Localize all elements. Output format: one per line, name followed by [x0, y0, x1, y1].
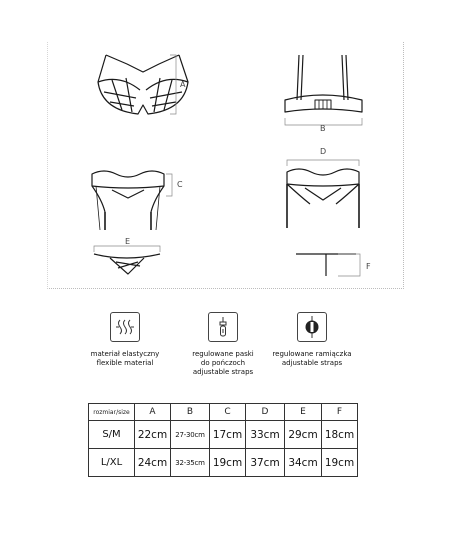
table-column-header: C — [210, 404, 246, 421]
feature-caption-line: adjustable straps — [281, 359, 343, 367]
dimension-label-e: E — [125, 237, 131, 246]
table-cell: 27-30cm — [171, 421, 210, 449]
table-column-header: A — [135, 404, 171, 421]
feature-flexible-material — [80, 312, 170, 368]
dimension-label-f: F — [366, 262, 371, 271]
garter-front-diagram — [92, 171, 164, 230]
feature-caption-line: flexible material — [96, 359, 154, 367]
size-name-cell: L/XL — [89, 449, 135, 477]
table-cell: 32-35cm — [171, 449, 210, 477]
table-column-header: F — [322, 404, 358, 421]
table-cell: 34cm — [285, 449, 322, 477]
bra-front-diagram — [98, 55, 188, 114]
feature-caption-line: regulowane ramiączka — [272, 350, 352, 358]
feature-caption-line: regulowane paski — [192, 350, 254, 358]
table-cell: 24cm — [135, 449, 171, 477]
table-cell: 17cm — [210, 421, 246, 449]
size-table — [88, 403, 358, 477]
thong-front-diagram — [94, 254, 160, 274]
table-cell: 18cm — [322, 421, 358, 449]
garter-clip-icon — [208, 312, 238, 342]
table-cell: 37cm — [246, 449, 285, 477]
dimension-guides — [94, 55, 362, 276]
thong-back-diagram — [296, 254, 356, 276]
feature-caption-line: adjustable straps — [192, 368, 254, 376]
feature-caption-line: do pończoch — [200, 359, 246, 367]
strap-slider-icon — [297, 312, 327, 342]
feature-shoulder-straps — [262, 312, 362, 368]
table-row — [89, 421, 358, 449]
table-cell: 33cm — [246, 421, 285, 449]
table-cell: 29cm — [285, 421, 322, 449]
wavy-lines-icon — [110, 312, 140, 342]
table-corner-header: rozmiar/size — [89, 404, 135, 421]
table-cell: 22cm — [135, 421, 171, 449]
table-cell: 19cm — [322, 449, 358, 477]
size-name-cell: S/M — [89, 421, 135, 449]
table-row — [89, 449, 358, 477]
dimension-label-d: D — [320, 147, 327, 156]
table-column-header: E — [285, 404, 322, 421]
table-cell: 19cm — [210, 449, 246, 477]
bra-back-diagram — [285, 55, 362, 112]
feature-caption-line: materiał elastyczny — [90, 350, 160, 358]
table-header-row — [89, 404, 358, 421]
dimension-label-a: A — [180, 80, 186, 89]
table-column-header: B — [171, 404, 210, 421]
dimension-label-c: C — [177, 180, 183, 189]
table-column-header: D — [246, 404, 285, 421]
feature-stocking-straps — [173, 312, 273, 377]
garter-back-diagram — [287, 169, 359, 228]
dimension-label-b: B — [320, 124, 326, 133]
